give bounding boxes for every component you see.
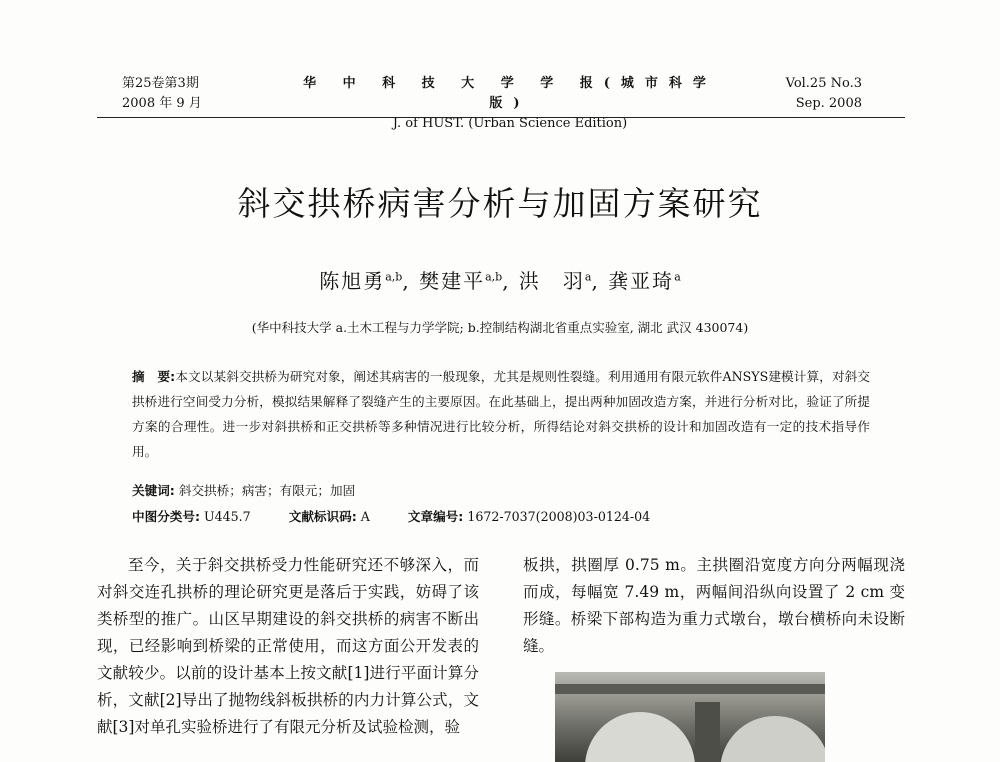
bridge-deck bbox=[555, 684, 825, 694]
classification-line bbox=[132, 506, 650, 525]
doc-code-value: A bbox=[360, 509, 370, 524]
body-column-left: 至今，关于斜交拱桥受力性能研究还不够深入，而对斜交连孔拱桥的理论研究更是落后于实践，妨碍了该类桥型的推广。山区早期建设的斜交拱桥的病害不断出现，已经影响到桥梁的正常使用，而这方面公开发表的文献较少。以前的设计基本上按文献[1]进行平面计算分析，文献[2]导出了抛物线斜板拱桥的内力计算公式，文献[3]对单孔实验桥进行了有限元分析及试验检测，验 bbox=[97, 556, 479, 736]
author-name: 洪 羽 bbox=[518, 269, 585, 293]
author-name: 龚亚琦 bbox=[608, 269, 675, 293]
article-no-label: 文章编号: bbox=[407, 509, 464, 524]
abstract-text: 本文以某斜交拱桥为研究对象，阐述其病害的一般现象，尤其是规则性裂缝。利用通用有限元软件ANSYS建模计算，对斜交拱桥进行空间受力分析，模拟结果解释了裂缝产生的主要原因。在此基础上，提出两种加固改造方案，并进行分析对比，验证了所提方案的合理性。进一步对斜拱桥和正交拱桥等多种情况进行比较分析，所得结论对斜交拱桥的设计和加固改造有一定的技术指导作用。 bbox=[132, 369, 870, 459]
clc-value: U445.7 bbox=[204, 509, 251, 524]
volume-issue: 第25卷第3期 bbox=[122, 76, 199, 91]
keywords bbox=[132, 480, 355, 499]
author-affil-mark: a bbox=[584, 270, 592, 284]
author-name: 陈旭勇 bbox=[319, 269, 386, 293]
abstract-label: 摘 要: bbox=[132, 369, 176, 384]
article-no-value: 1672-7037(2008)03-0124-04 bbox=[467, 509, 651, 524]
keywords-label: 关键词: bbox=[132, 483, 175, 498]
bridge-photo bbox=[555, 672, 825, 762]
running-header-center bbox=[300, 74, 720, 134]
keywords-text: 斜交拱桥；病害；有限元；加固 bbox=[178, 483, 356, 498]
abstract bbox=[132, 364, 870, 464]
author-affil-mark: a,b bbox=[385, 270, 403, 284]
bridge-pier bbox=[695, 702, 720, 762]
publication-date: 2008 年 9 月 bbox=[122, 96, 202, 111]
doc-code-label: 文献标识码: bbox=[288, 509, 357, 524]
affiliation: (华中科技大学 a.土木工程与力学学院; b.控制结构湖北省重点实验室, 湖北 武汉 430074) bbox=[251, 320, 749, 335]
journal-name-cn: 华 中 科 技 大 学 学 报(城市科学版) bbox=[303, 76, 717, 111]
bridge-arch bbox=[585, 712, 695, 762]
clc-label: 中图分类号: bbox=[132, 509, 201, 524]
body-column-right: 板拱，拱圈厚 0.75 m。主拱圈沿宽度方向分两幅现浇而成，每幅宽 7.49 m，两幅间沿纵向设置了 2 cm 变形缝。桥梁下部构造为重力式墩台，墩台横桥向未设断缝。 bbox=[523, 556, 905, 655]
paper-title: 斜交拱桥病害分析与加固方案研究 bbox=[237, 184, 763, 223]
journal-name-en: J. of HUST. (Urban Science Edition) bbox=[392, 116, 628, 131]
running-header-left bbox=[122, 74, 202, 114]
author-list: 陈旭勇$^{a,b}$, 樊建平$^{a,b}$, 洪 羽$^a$, 龚亚琦$^a$ bbox=[319, 269, 681, 293]
publication-date-en: Sep. 2008 bbox=[795, 96, 862, 111]
header-rule bbox=[97, 117, 905, 118]
volume-issue-en: Vol.25 No.3 bbox=[785, 76, 862, 91]
bridge-arch bbox=[720, 716, 825, 762]
author-affil-mark: a bbox=[674, 270, 681, 284]
author-affil-mark: a,b bbox=[485, 270, 503, 284]
author-name: 樊建平 bbox=[419, 269, 486, 293]
running-header-right bbox=[786, 74, 862, 114]
